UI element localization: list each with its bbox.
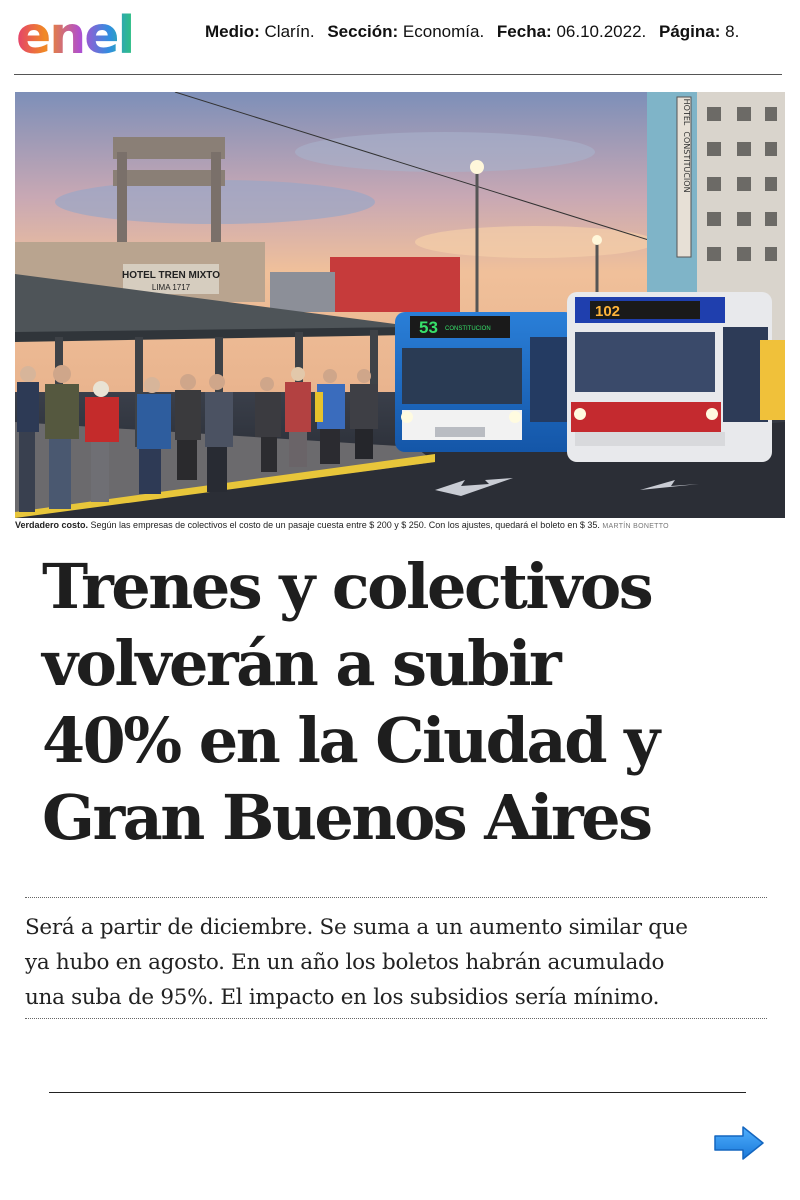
footer-divider <box>49 1092 746 1093</box>
fecha-value: 06.10.2022. <box>556 22 647 41</box>
pagina-label: Página: <box>659 22 721 41</box>
medio-label: Medio: <box>205 22 260 41</box>
hotel-sign-line2: LIMA 1717 <box>151 283 191 292</box>
seccion-label: Sección: <box>327 22 399 41</box>
standfirst-line: una suba de 95%. El impacto en los subsidios sería mínimo. <box>25 985 660 1010</box>
bus-53-destination: CONSTITUCION <box>445 326 491 332</box>
fecha-label: Fecha: <box>496 22 552 41</box>
caption-lead: Verdadero costo. <box>15 520 89 530</box>
standfirst-bottom-divider <box>25 1018 767 1019</box>
photo-caption <box>15 520 785 530</box>
bus-53-route-number: 53 <box>419 318 438 337</box>
article-headline <box>42 548 782 856</box>
page-header <box>0 0 800 76</box>
standfirst-line: ya hubo en agosto. En un año los boletos habrán acumulado <box>25 950 665 975</box>
headline-line: Trenes y colectivos <box>42 550 652 623</box>
enel-logo: enel <box>16 6 134 66</box>
clipping-metadata <box>205 22 739 42</box>
article-standfirst <box>25 910 770 1015</box>
headline-line: 40% en la Ciudad y <box>42 704 658 777</box>
medio-value: Clarín. <box>264 22 315 41</box>
bus-102-route-number: 102 <box>595 303 621 320</box>
hotel-sign-line1: HOTEL TREN MIXTO <box>122 270 220 281</box>
headline-line: Gran Buenos Aires <box>42 781 651 854</box>
seccion-value: Economía. <box>402 22 485 41</box>
building-constitucion-sign: CONSTITUCION <box>682 131 691 193</box>
standfirst-line: Será a partir de diciembre. Se suma a un aumento similar que <box>25 915 688 940</box>
headline-line: volverán a subir <box>42 627 560 700</box>
standfirst-top-divider <box>25 897 767 898</box>
right-arrow-icon[interactable] <box>713 1125 765 1161</box>
pagina-value: 8. <box>725 22 740 41</box>
bus-station-photo <box>15 92 785 518</box>
header-divider <box>14 74 782 75</box>
photo-credit: MARTÍN BONETTO <box>602 523 669 530</box>
building-hotel-sign: HOTEL <box>682 98 691 126</box>
caption-text: Según las empresas de colectivos el costo de un pasaje cuesta entre $ 200 y $ 250. Con los ajustes, quedará el boleto en $ 35. <box>88 520 603 530</box>
